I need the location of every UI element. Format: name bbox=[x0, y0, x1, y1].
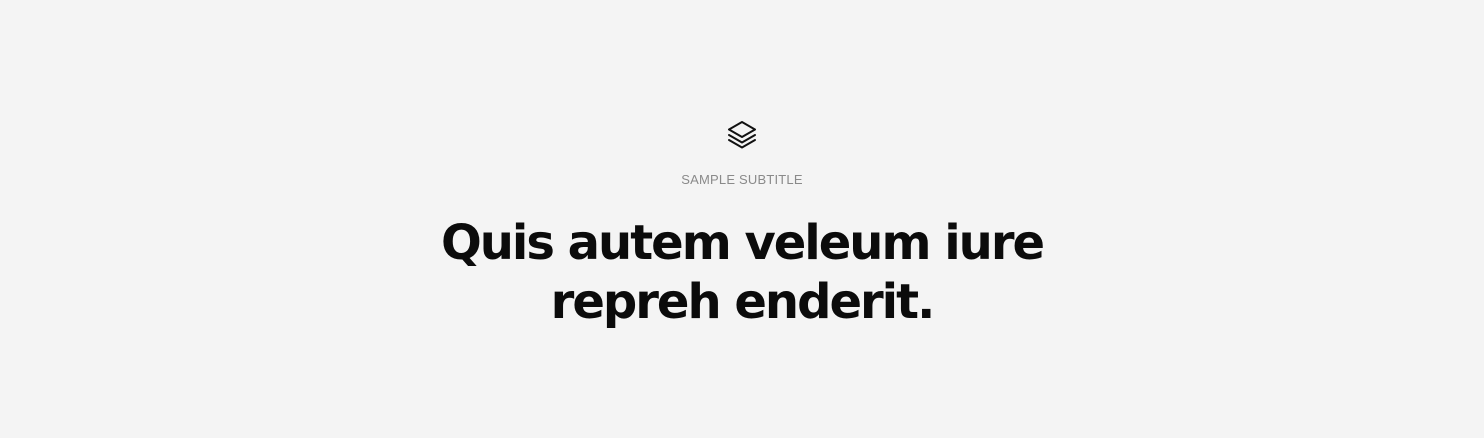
layers-icon bbox=[726, 119, 758, 151]
section-title: Quis autem veleum iure repreh enderit. bbox=[440, 215, 1044, 330]
section-subtitle: SAMPLE SUBTITLE bbox=[681, 172, 803, 187]
